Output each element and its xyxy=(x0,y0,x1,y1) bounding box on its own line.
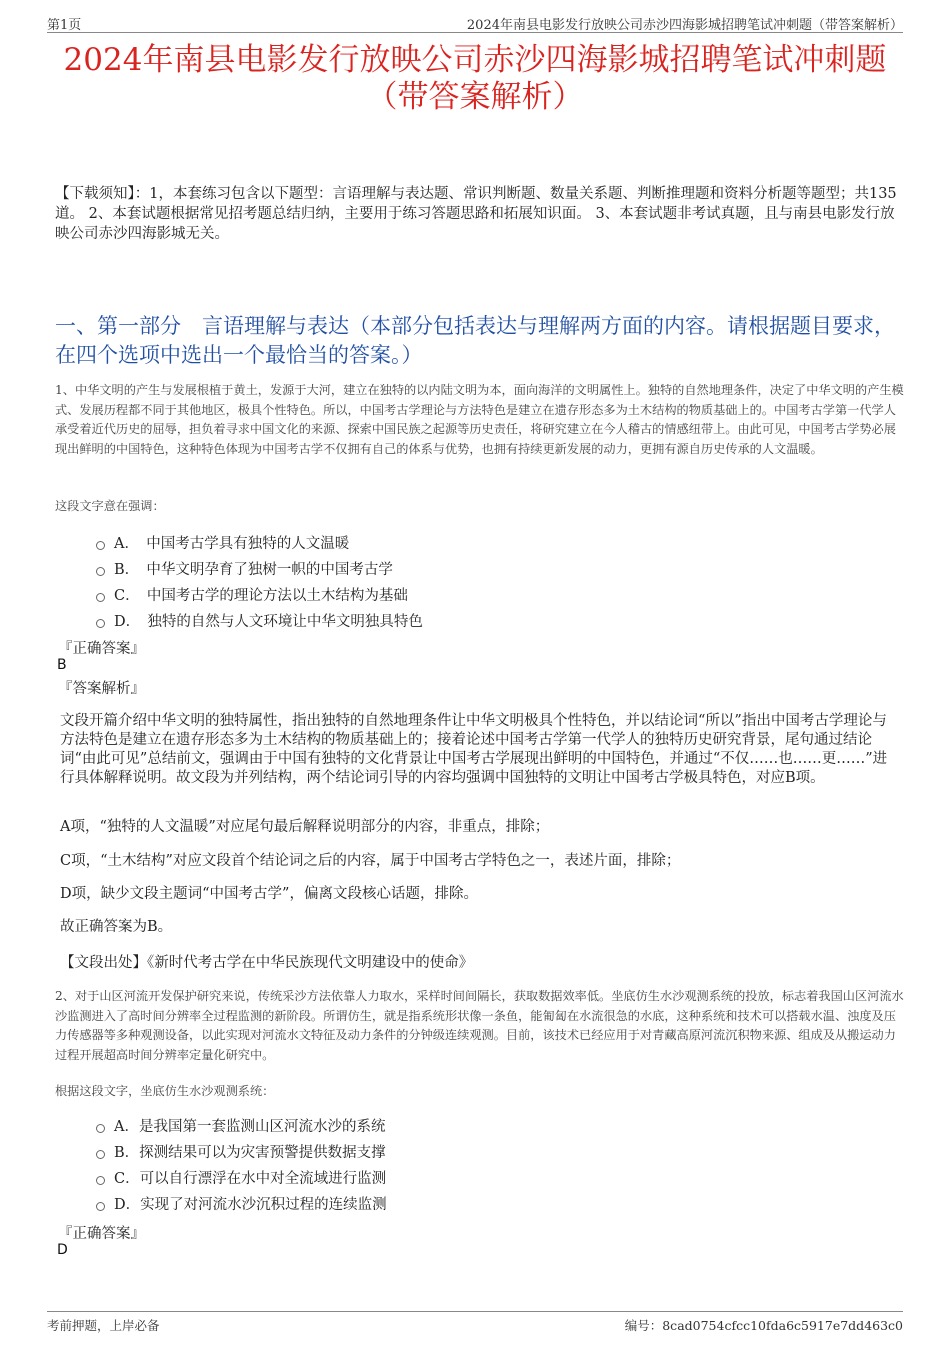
download-notice: 【下载须知】：1，本套练习包含以下题型：言语理解与表达题、常识判断题、数量关系题、判断推理题和资料分析题等题型；共135道。 2、本套试题根据常见招考题总结归纳，主要用于练习答题思路和拓展知识面。 3、本套试题非考试真题，且与南县电影发行放映公司赤沙四海影城无关。 xyxy=(55,186,897,242)
q1-answer-label: 『正确答案』 xyxy=(58,641,145,657)
q1-note-c: C项，“土木结构”对应文段首个结论词之后的内容，属于中国考古学特色之一，表述片面，排除； xyxy=(60,853,681,869)
q1-analysis-label: 『答案解析』 xyxy=(58,681,145,697)
q2-option-a[interactable]: A．是我国第一套监测山区河流水沙的系统 xyxy=(96,1112,387,1138)
radio-icon[interactable] xyxy=(96,619,105,628)
question-2-prompt: 根据这段文字，坐底仿生水沙观测系统： xyxy=(55,1084,275,1098)
q1-note-a: A项，“独特的人文温暖”对应尾句最后解释说明部分的内容，非重点，排除； xyxy=(60,819,550,835)
question-1-prompt: 这段文字意在强调： xyxy=(55,499,165,513)
radio-icon[interactable] xyxy=(96,567,105,576)
title-line-2: （带答案解析） xyxy=(366,79,584,115)
radio-icon[interactable] xyxy=(96,1124,105,1133)
q2-option-b[interactable]: B．探测结果可以为灾害预警提供数据支撑 xyxy=(96,1138,387,1164)
q1-note-d: D项，缺少文段主题词“中国考古学”，偏离文段核心话题，排除。 xyxy=(60,886,478,902)
page-number: 第1页 xyxy=(47,18,82,33)
q1-option-d[interactable]: D． 独特的自然与人文环境让中华文明独具特色 xyxy=(96,607,423,633)
question-1-options xyxy=(96,529,423,633)
page-footer xyxy=(47,1311,903,1333)
q1-option-a[interactable]: A． 中国考古学具有独特的人文温暖 xyxy=(96,529,423,555)
radio-icon[interactable] xyxy=(96,1176,105,1185)
q1-option-c[interactable]: C． 中国考古学的理论方法以土木结构为基础 xyxy=(96,581,423,607)
section-heading: 一、第一部分 言语理解与表达（本部分包括表达与理解两方面的内容。请根据题目要求，在四个选项中选出一个最恰当的答案。） xyxy=(55,314,895,367)
q1-source: 【文段出处】《新时代考古学在中华民族现代文明建设中的使命》 xyxy=(60,955,474,971)
footer-doc-id: 编号：8cad0754cfcc10fda6c5917e7dd463c0 xyxy=(624,1318,903,1333)
question-2-text: 2、对于山区河流开发保护研究来说，传统采沙方法依靠人力取水，采样时间间隔长，获取数据效率低。坐底仿生水沙观测系统的投放，标志着我国山区河流水沙监测进入了高时间分辨率全过程监测的新阶段。所谓仿生，就是指系统形状像一条鱼，能匍匐在水流很急的水底，这种系统和技术可以搭载水温、浊度及压力传感器等多种观测设备，以此实现对河流水文特征及动力条件的分钟级连续观测。目前，该技术已经应用于对青藏高原河流沉积物来源、组成及从搬运动力过程开展超高时间分辨率定量化研究中。 xyxy=(55,989,904,1062)
question-2-options xyxy=(96,1112,387,1216)
q1-option-b[interactable]: B． 中华文明孕育了独树一帜的中国考古学 xyxy=(96,555,423,581)
document-title xyxy=(47,42,903,116)
q1-analysis: 文段开篇介绍中华文明的独特属性，指出独特的自然地理条件让中华文明极具个性特色，并以结论词“所以”指出中国考古学理论与方法特色是建立在遗存形态多为土木结构的物质基础上的；接着论述中国考古学第一代学人的独特历史研究背景，尾句通过结论词“由此可见”总结前文，强调由于中国有独特的文化背景让中国考古学展现出鲜明的中国特色，并通过“不仅……也……更……”进行具体解释说明。故文段为并列结构，两个结论词引导的内容均强调中国独特的文明让中国考古学极具特色，对应B项。 xyxy=(60,713,888,786)
radio-icon[interactable] xyxy=(96,593,105,602)
q2-answer: D xyxy=(57,1242,68,1258)
q2-answer-label: 『正确答案』 xyxy=(58,1226,145,1242)
q1-conclusion: 故正确答案为B。 xyxy=(60,919,173,935)
title-line-1: 2024年南县电影发行放映公司赤沙四海影城招聘笔试冲刺题 xyxy=(63,42,887,78)
radio-icon[interactable] xyxy=(96,541,105,550)
page-header xyxy=(47,12,903,33)
header-doc-title: 2024年南县电影发行放映公司赤沙四海影城招聘笔试冲刺题（带答案解析） xyxy=(466,18,903,33)
q2-option-d[interactable]: D．实现了对河流水沙沉积过程的连续监测 xyxy=(96,1190,387,1216)
radio-icon[interactable] xyxy=(96,1150,105,1159)
footer-slogan: 考前押题，上岸必备 xyxy=(47,1318,160,1333)
radio-icon[interactable] xyxy=(96,1202,105,1211)
q2-option-c[interactable]: C．可以自行漂浮在水中对全流域进行监测 xyxy=(96,1164,387,1190)
q1-answer: B xyxy=(57,657,67,673)
question-1-text: 1、中华文明的产生与发展根植于黄土，发源于大河，建立在独特的以内陆文明为本，面向海洋的文明属性上。独特的自然地理条件，决定了中华文明的产生模式、发展历程都不同于其他地区，极具个性特色。所以，中国考古学理论与方法特色是建立在遗存形态多为土木结构的物质基础上的。中国考古学第一代学人承受着近代历史的屈辱，担负着寻求中国文化的来源、探索中国民族之起源等历史责任，将研究建立在今人稽古的情感纽带上。由此可见，中国考古学势必展现出鲜明的中国特色，这种特色体现为中国考古学不仅拥有自己的体系与优势，也拥有持续更新发展的动力，更拥有源自历史传承的人文温暖。 xyxy=(55,383,904,456)
